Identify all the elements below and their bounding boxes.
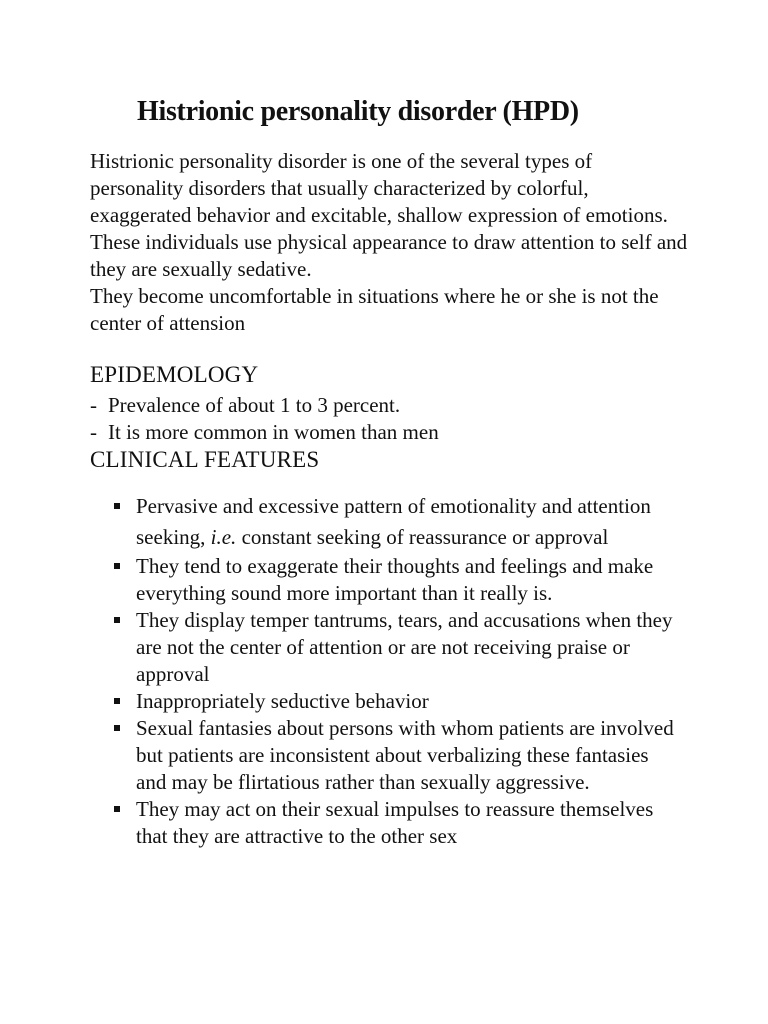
list-item — [112, 491, 682, 553]
list-item-text: constant seeking of reassurance or approval — [236, 525, 609, 549]
square-bullet-icon — [114, 563, 120, 569]
square-bullet-icon — [114, 698, 120, 704]
clinical-features-heading: CLINICAL FEATURES — [90, 447, 320, 472]
intro-paragraph: Histrionic personality disorder is one of the several types of personality disorders that usually characterized by colorful, exaggerated behavior and excitable, shallow expression of emotions. — [90, 149, 668, 227]
square-bullet-icon — [114, 725, 120, 731]
intro-section — [90, 148, 690, 337]
dash-marker: - — [90, 393, 97, 417]
list-item-text: Inappropriately seductive behavior — [136, 689, 429, 713]
list-item-italic-text: i.e. — [210, 525, 237, 549]
square-bullet-icon — [114, 617, 120, 623]
list-item-text: It is more common in women than men — [108, 420, 439, 444]
square-bullet-icon — [114, 503, 120, 509]
list-item — [112, 607, 682, 688]
list-item — [112, 688, 682, 715]
list-item-text: They tend to exaggerate their thoughts and feelings and make everything sound more important than it really is. — [136, 554, 654, 605]
list-item — [112, 553, 682, 607]
clinical-features-list — [112, 491, 682, 850]
list-item — [112, 715, 682, 796]
list-item-text: They display temper tantrums, tears, and accusations when they are not the center of attention or are not receiving praise or approval — [136, 608, 673, 686]
list-item-text: Pervasive and excessive pattern of emotionality and attention seeking, — [136, 494, 651, 549]
list-item — [90, 392, 690, 419]
page-title: Histrionic personality disorder (HPD) — [137, 96, 579, 127]
square-bullet-icon — [114, 806, 120, 812]
intro-paragraph: They become uncomfortable in situations where he or she is not the center of attension — [90, 284, 659, 335]
epidemiology-heading: EPIDEMOLOGY — [90, 362, 259, 387]
list-item-text: Sexual fantasies about persons with whom patients are involved but patients are inconsistent about verbalizing these fantasies and may be flirtatious rather than sexually aggressive. — [136, 716, 674, 794]
dash-marker: - — [90, 420, 97, 444]
intro-paragraph: These individuals use physical appearance to draw attention to self and they are sexually sedative. — [90, 230, 688, 281]
list-item — [90, 419, 690, 446]
list-item-text: They may act on their sexual impulses to reassure themselves that they are attractive to the other sex — [136, 797, 654, 848]
list-item — [112, 796, 682, 850]
epidemiology-list — [90, 392, 690, 446]
list-item-text: Prevalence of about 1 to 3 percent. — [108, 393, 401, 417]
